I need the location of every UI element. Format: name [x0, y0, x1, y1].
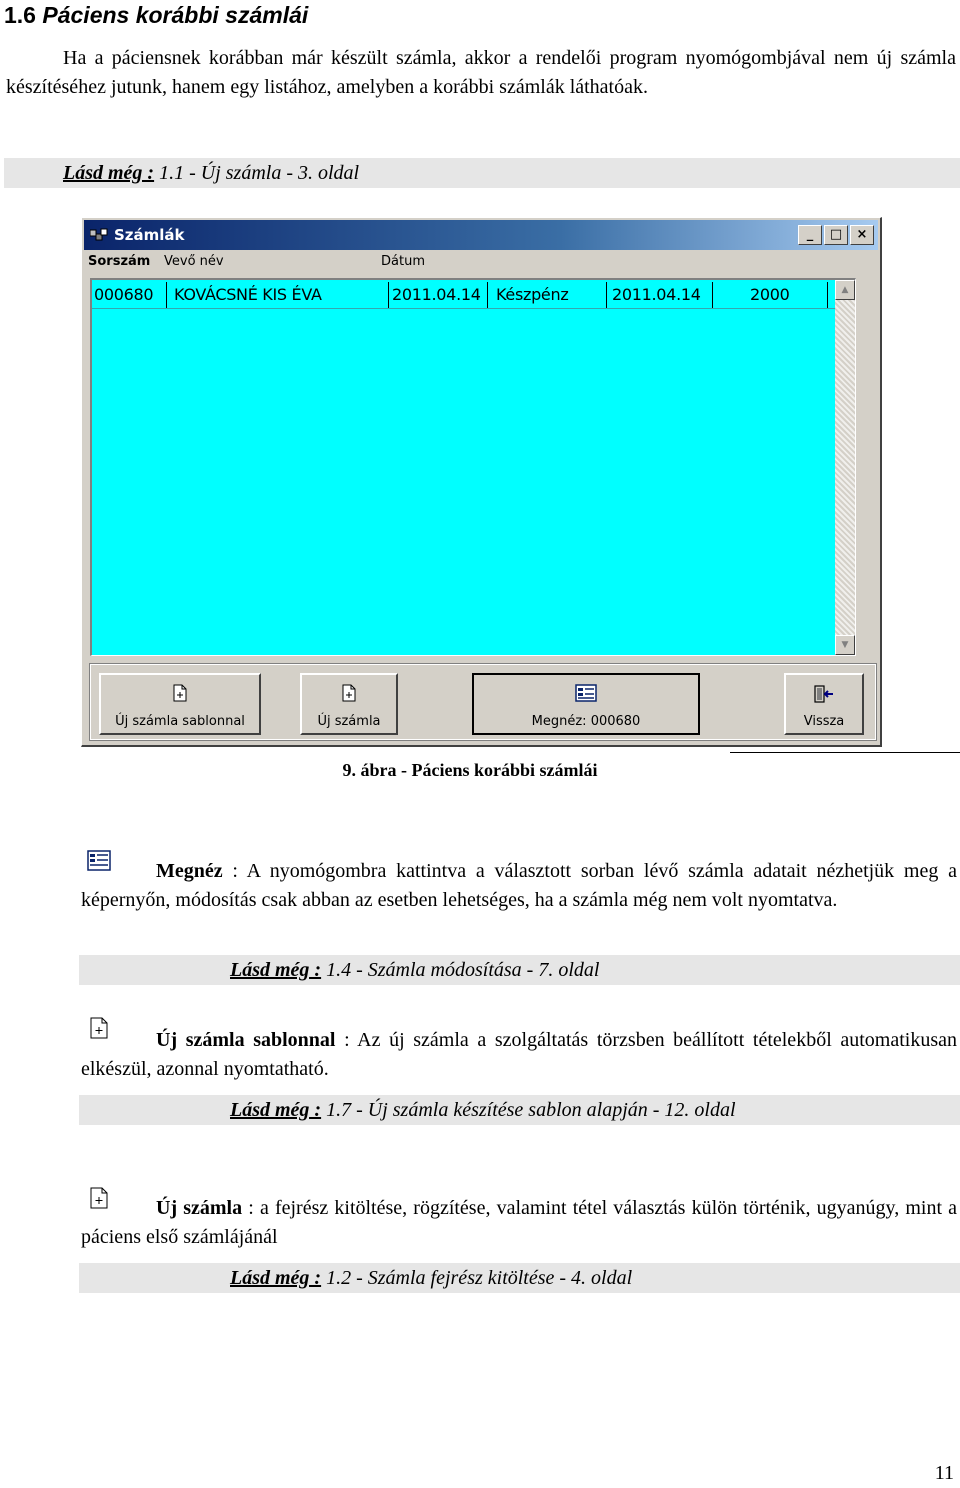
back-button[interactable]	[784, 673, 864, 735]
column-header-sorszam[interactable]: Sorszám	[88, 254, 151, 269]
see-also-label[interactable]: Lásd még :	[230, 1267, 322, 1289]
see-also-label[interactable]: Lásd még :	[63, 162, 155, 184]
window-title: Számlák	[114, 226, 185, 244]
desc-uj-szamla: : a fejrész kitöltése, rögzítése, valamint tétel választás külön történik, ugyanúgy, mint a páciens első számlájánál	[81, 1197, 958, 1248]
new-invoice-template-button[interactable]	[99, 673, 261, 735]
exit-door-icon	[813, 684, 835, 704]
see-also-band	[4, 158, 960, 188]
term-uj-szamla-sablonnal: Új számla sablonnal	[156, 1029, 336, 1051]
invoice-list[interactable]	[90, 278, 856, 656]
section-heading	[4, 0, 308, 30]
view-list-icon	[575, 684, 597, 702]
scroll-up-icon[interactable]: ▲	[835, 280, 855, 300]
cell-datum: 2011.04.14	[392, 285, 481, 304]
vertical-scrollbar[interactable]	[835, 280, 855, 655]
view-invoice-label: Megnéz: 000680	[531, 714, 641, 729]
see-also-link[interactable]: 1.7 - Új számla készítése sablon alapján - 12. oldal	[326, 1099, 736, 1121]
cell-osszeg: 2000	[750, 285, 790, 304]
section-megnez	[81, 857, 957, 915]
new-invoice-button[interactable]	[300, 673, 398, 735]
see-also-link[interactable]: 1.1 - Új számla - 3. oldal	[159, 162, 360, 184]
new-invoice-template-label: Új számla sablonnal	[115, 714, 245, 729]
back-label: Vissza	[803, 714, 845, 729]
see-also-band	[79, 1095, 960, 1125]
cell-fizetesi-mod: Készpénz	[496, 285, 569, 304]
see-also-band	[79, 1263, 960, 1293]
desc-megnez: : A nyomógombra kattintva a választott sorban lévő számla adatait nézhetjük meg a képernyőn, módosítás csak abban az esetben lehetséges, ha a számla még nem volt nyomtatva.	[81, 860, 957, 911]
see-also-label[interactable]: Lásd még :	[230, 959, 322, 981]
see-also-label[interactable]: Lásd még :	[230, 1099, 322, 1121]
new-invoice-label: Új számla	[317, 714, 381, 729]
see-also-link[interactable]: 1.4 - Számla módosítása - 7. oldal	[326, 959, 600, 981]
szamlak-window	[81, 217, 882, 747]
title-bar[interactable]	[84, 220, 878, 250]
desc-uj-szamla-sablonnal: : Az új számla a szolgáltatás törzsben beállított tételekből automatikusan elkészül, azonnal nyomtatható.	[81, 1029, 957, 1080]
view-invoice-button[interactable]	[472, 673, 700, 735]
term-uj-szamla: Új számla	[156, 1197, 243, 1219]
app-icon	[90, 228, 108, 242]
section-title: Páciens korábbi számlái	[42, 2, 309, 28]
section-uj-szamla	[81, 1194, 957, 1252]
see-also-band	[79, 955, 960, 985]
cell-vevo-nev: KOVÁCSNÉ KIS ÉVA	[174, 285, 322, 304]
maximize-button[interactable]: □	[824, 225, 848, 245]
column-header-datum[interactable]: Dátum	[381, 254, 425, 269]
new-document-icon	[172, 684, 188, 702]
close-button[interactable]: ×	[850, 225, 874, 245]
column-header-vevo-nev[interactable]: Vevő név	[164, 254, 224, 269]
intro-paragraph: Ha a páciensnek korábban már készült számla, akkor a rendelői program nyomógombjával nem új számla készítéséhez jutunk, hanem egy listához, amelyben a korábbi számlák láthatóak.	[6, 47, 956, 98]
scroll-down-icon[interactable]: ▼	[835, 635, 855, 655]
page-number: 11	[934, 1462, 954, 1484]
cell-sorszam: 000680	[94, 285, 154, 304]
section-uj-szamla-sablonnal	[81, 1026, 957, 1084]
cell-datum-2: 2011.04.14	[612, 285, 701, 304]
new-document-icon	[341, 684, 357, 702]
minimize-button[interactable]: _	[798, 225, 822, 245]
caption-rule	[730, 752, 960, 753]
button-panel	[90, 664, 876, 740]
section-number: 1.6	[4, 2, 36, 28]
table-row[interactable]	[92, 282, 842, 308]
see-also-link[interactable]: 1.2 - Számla fejrész kitöltése - 4. oldal	[326, 1267, 633, 1289]
term-megnez: Megnéz	[156, 860, 223, 882]
figure-caption: 9. ábra - Páciens korábbi számlái	[342, 760, 598, 780]
